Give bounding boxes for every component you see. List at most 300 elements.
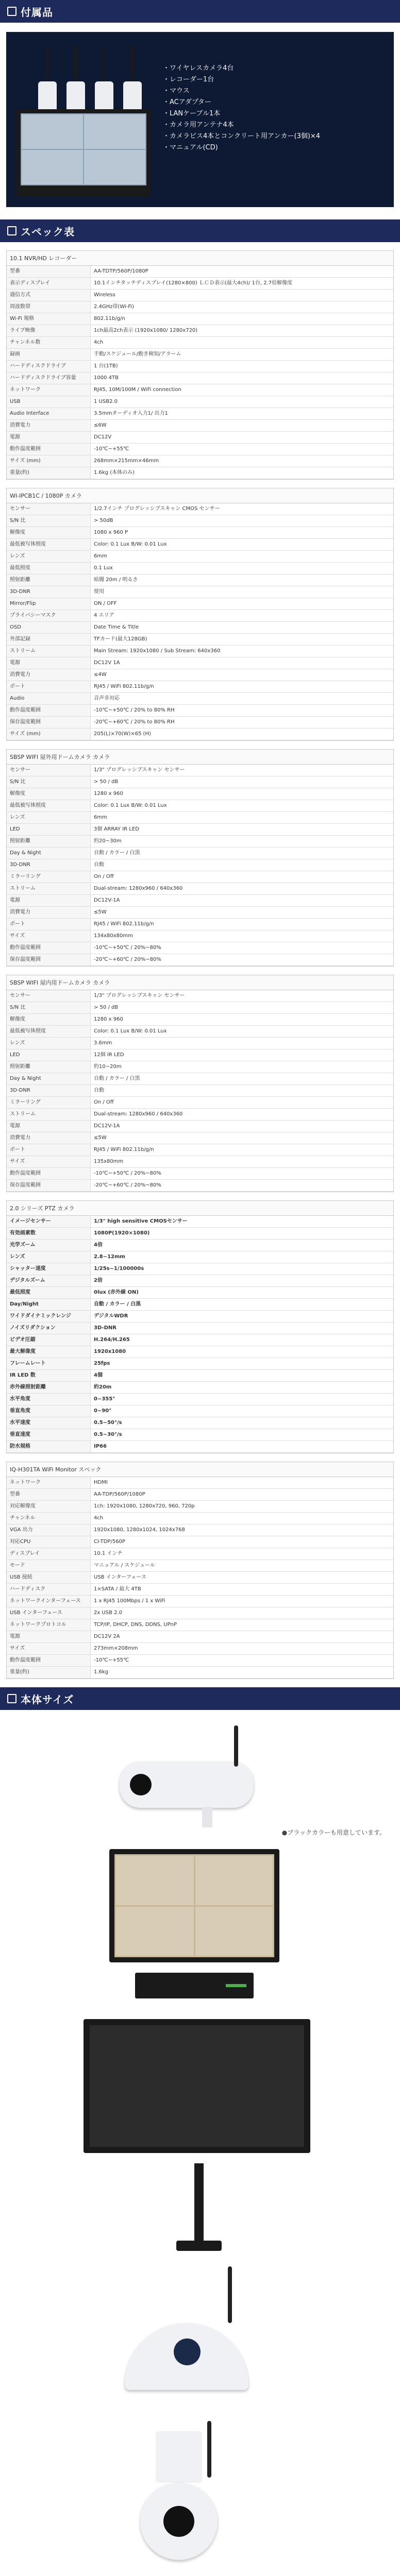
spec-value: ≤5W	[91, 907, 394, 919]
spec-row	[7, 1596, 393, 1607]
spec-row	[7, 1382, 393, 1394]
spec-row	[7, 1061, 393, 1073]
spec-value: 4 エリア	[91, 610, 394, 622]
accessory-item: ・ワイヤレスカメラ4台	[163, 64, 234, 72]
product-images	[6, 1710, 394, 2576]
spec-table-title: 2.0 シリーズ PTZ カメラ	[7, 1201, 393, 1216]
box-icon	[7, 7, 16, 16]
spec-row	[7, 610, 393, 622]
spec-value: 1×SATA / 最大 4TB	[91, 1584, 394, 1596]
spec-row	[7, 444, 393, 455]
spec-value: On / Off	[91, 871, 394, 883]
spec-value: 4ch	[91, 337, 394, 349]
spec-row	[7, 622, 393, 634]
spec-key: センサー	[7, 503, 91, 515]
spec-key: 電源	[7, 1121, 91, 1132]
spec-value: 手動/スケジュール/動き検知/アラーム	[91, 349, 394, 361]
spec-value: 2.8~12mm	[91, 1251, 394, 1263]
spec-row	[7, 1144, 393, 1156]
spec-key: LED	[7, 824, 91, 836]
spec-title: スペック表	[21, 225, 75, 238]
spec-row	[7, 1429, 393, 1441]
spec-row	[7, 1299, 393, 1311]
spec-key: ハードディスクドライブ容量	[7, 372, 91, 384]
spec-value: 1ch最高2ch表示 (1920x1080/ 1280x720)	[91, 325, 394, 337]
spec-value: 1ch: 1920x1080, 1280x720, 960, 720p	[91, 1501, 394, 1513]
spec-row	[7, 634, 393, 646]
accessories-panel	[6, 32, 394, 207]
spec-key: 保存温度範囲	[7, 717, 91, 728]
spec-tables	[0, 242, 400, 1679]
spec-value: > 50 / dB	[91, 776, 394, 788]
spec-value: On / Off	[91, 1097, 394, 1109]
spec-value: 約10~20m	[91, 1061, 394, 1073]
spec-table	[6, 250, 394, 480]
spec-key: 水平角度	[7, 1394, 91, 1405]
spec-value: 0~90°	[91, 1405, 394, 1417]
spec-key: 通信方式	[7, 290, 91, 301]
spec-row	[7, 1049, 393, 1061]
spec-row	[7, 1323, 393, 1334]
spec-key: 保存温度範囲	[7, 1180, 91, 1192]
accessories-header	[0, 0, 400, 23]
spec-key: Day & Night	[7, 848, 91, 859]
spec-key: 解像度	[7, 527, 91, 539]
spec-value: 自動	[91, 859, 394, 871]
spec-key: ノイズリダクション	[7, 1323, 91, 1334]
spec-row	[7, 1132, 393, 1144]
spec-key: 解像度	[7, 788, 91, 800]
spec-value: DC12V	[91, 432, 394, 444]
spec-key: ポート	[7, 681, 91, 693]
spec-key: サイズ (mm)	[7, 455, 91, 467]
spec-key: 対応解像度	[7, 1501, 91, 1513]
spec-key: 型番	[7, 1489, 91, 1501]
spec-key: 最大解像度	[7, 1346, 91, 1358]
spec-key: ネットワーク	[7, 1477, 91, 1489]
spec-value: 802.11b/g/n	[91, 313, 394, 325]
spec-value: 音声非対応	[91, 693, 394, 705]
spec-value: 1 x RJ45 100Mbps / 1 x WiFi	[91, 1596, 394, 1607]
spec-row	[7, 990, 393, 1002]
spec-row	[7, 384, 393, 396]
spec-row	[7, 1097, 393, 1109]
spec-value: DC12V-1A	[91, 895, 394, 907]
spec-key: イメージセンサー	[7, 1216, 91, 1228]
spec-key: 垂直速度	[7, 1429, 91, 1441]
recorder-image	[16, 109, 151, 197]
spec-table-title: SBSP WIFI 屋内用ドームカメラ カメラ	[7, 975, 393, 990]
spec-value: CI-TDP/560P	[91, 1536, 394, 1548]
spec-key: 電源	[7, 432, 91, 444]
spec-table	[6, 1200, 394, 1453]
spec-value: 3個 ARRAY IR LED	[91, 824, 394, 836]
spec-row	[7, 337, 393, 349]
accessory-item: ・カメラビス4本とコンクリート用アンカー(3個)×4	[163, 132, 321, 140]
spec-key: モード	[7, 1560, 91, 1572]
spec-value: 1000 4TB	[91, 372, 394, 384]
spec-row	[7, 1251, 393, 1263]
spec-value: Dual-stream: 1280x960 / 640x360	[91, 1109, 394, 1121]
spec-row	[7, 1655, 393, 1667]
accessories-list	[161, 63, 394, 154]
spec-row	[7, 586, 393, 598]
spec-row	[7, 1560, 393, 1572]
spec-row	[7, 646, 393, 657]
spec-value: 3.5mmオーディオ入力1/ 出力1	[91, 408, 394, 420]
spec-key: OSD	[7, 622, 91, 634]
spec-value: > 50dB	[91, 515, 394, 527]
spec-value: 約20~30m	[91, 836, 394, 848]
spec-key: 動作温度範囲	[7, 1655, 91, 1667]
spec-key: ワイドダイナミックレンジ	[7, 1311, 91, 1323]
spec-value: 4個	[91, 1370, 394, 1382]
accessory-item: ・LANケーブル1本	[163, 110, 221, 117]
spec-value: 2倍	[91, 1275, 394, 1287]
spec-key: 電源	[7, 657, 91, 669]
spec-row	[7, 1275, 393, 1287]
spec-key: Day/Night	[7, 1299, 91, 1311]
spec-key: ビデオ圧縮	[7, 1334, 91, 1346]
spec-key: 電源	[7, 895, 91, 907]
spec-row	[7, 408, 393, 420]
spec-row	[7, 883, 393, 895]
spec-value: ≤4W	[91, 669, 394, 681]
spec-key: IR LED 数	[7, 1370, 91, 1382]
spec-value: 10.1インチタッチディスプレイ(1280×800) ＬＣＤ表示(最大4ch)/ 1台, 2.7倍解像度	[91, 278, 394, 290]
spec-value: 6mm	[91, 812, 394, 824]
spec-row	[7, 266, 393, 278]
spec-row	[7, 1014, 393, 1026]
spec-key: フレームレート	[7, 1358, 91, 1370]
spec-row	[7, 1121, 393, 1132]
spec-row	[7, 1358, 393, 1370]
spec-key: 防水規格	[7, 1441, 91, 1453]
spec-key: レンズ	[7, 1038, 91, 1049]
spec-row	[7, 919, 393, 930]
spec-row	[7, 1572, 393, 1584]
spec-key: 解像度	[7, 1014, 91, 1026]
spec-row	[7, 907, 393, 919]
spec-value: -20℃~+60℃ / 20% to 80% RH	[91, 717, 394, 728]
spec-row	[7, 1489, 393, 1501]
spec-row	[7, 563, 393, 574]
spec-key: ストリーム	[7, 1109, 91, 1121]
spec-row	[7, 1038, 393, 1049]
spec-value: 268mm×215mm×46mm	[91, 455, 394, 467]
spec-value: AA-TDP/560P/1080P	[91, 1489, 394, 1501]
spec-key: チャンネル数	[7, 337, 91, 349]
spec-value: -20℃~+60℃ / 20%~80%	[91, 1180, 394, 1192]
spec-key: センサー	[7, 990, 91, 1002]
spec-value: Main Stream: 1920x1080 / Sub Stream: 640x360	[91, 646, 394, 657]
spec-key: Mirror/Flip	[7, 598, 91, 610]
spec-key: 型番	[7, 266, 91, 278]
spec-row	[7, 788, 393, 800]
spec-row	[7, 1180, 393, 1192]
ptz-camera-image	[6, 2411, 394, 2576]
color-note: ●ブラックカラーも用意しています。	[281, 1829, 386, 1836]
spec-value: 134x80x80mm	[91, 930, 394, 942]
spec-key: 動作温度範囲	[7, 705, 91, 717]
spec-key: 照射距離	[7, 574, 91, 586]
spec-row	[7, 455, 393, 467]
spec-key: S/N 比	[7, 1002, 91, 1014]
spec-key: ストリーム	[7, 883, 91, 895]
spec-value: 1920x1080	[91, 1346, 394, 1358]
spec-table	[6, 749, 394, 967]
spec-key: 録画	[7, 349, 91, 361]
spec-row	[7, 301, 393, 313]
spec-key: 対応CPU	[7, 1536, 91, 1548]
accessory-item: ・マウス	[163, 87, 190, 95]
spec-row	[7, 432, 393, 444]
spec-row	[7, 1501, 393, 1513]
spec-key: 有効画素数	[7, 1228, 91, 1240]
spec-key: シャッター速度	[7, 1263, 91, 1275]
spec-table	[6, 1462, 394, 1679]
spec-row	[7, 598, 393, 610]
accessories-title: 付属品	[21, 6, 53, 19]
spec-key: 消費電力	[7, 420, 91, 432]
spec-table	[6, 488, 394, 741]
spec-key: ライブ映像	[7, 325, 91, 337]
spec-key: ネットワークインターフェース	[7, 1596, 91, 1607]
spec-row	[7, 669, 393, 681]
spec-value: 135x80mm	[91, 1156, 394, 1168]
spec-key: 赤外線照射距離	[7, 1382, 91, 1394]
spec-row	[7, 1524, 393, 1536]
spec-row	[7, 800, 393, 812]
spec-value: 273mm×208mm	[91, 1643, 394, 1655]
spec-value: 1/25s~1/100000s	[91, 1263, 394, 1275]
spec-row	[7, 1513, 393, 1524]
spec-value: 1/3" high sensitive CMOSセンサー	[91, 1216, 394, 1228]
spec-row	[7, 1643, 393, 1655]
monitor-image	[6, 2014, 394, 2256]
spec-value: 自動	[91, 1085, 394, 1097]
spec-key: 動作温度範囲	[7, 1168, 91, 1180]
spec-value: 0.1 Lux	[91, 563, 394, 574]
spec-key: レンズ	[7, 812, 91, 824]
spec-row	[7, 824, 393, 836]
spec-row	[7, 895, 393, 907]
spec-value: USB インターフェース	[91, 1572, 394, 1584]
spec-row	[7, 954, 393, 966]
spec-key: 照射距離	[7, 836, 91, 848]
spec-key: USB インターフェース	[7, 1607, 91, 1619]
spec-key: S/N 比	[7, 776, 91, 788]
spec-row	[7, 1156, 393, 1168]
spec-row	[7, 728, 393, 740]
spec-row	[7, 1370, 393, 1382]
spec-value: DC12V 1A	[91, 657, 394, 669]
spec-value: 6mm	[91, 551, 394, 563]
spec-key: 最低照度	[7, 1287, 91, 1299]
spec-row	[7, 1405, 393, 1417]
document-icon	[7, 226, 16, 235]
spec-key: サイズ	[7, 930, 91, 942]
spec-row	[7, 1263, 393, 1275]
spec-key: USB	[7, 396, 91, 408]
spec-value: DC12V 2A	[91, 1631, 394, 1643]
spec-value: > 50 / dB	[91, 1002, 394, 1014]
spec-row	[7, 372, 393, 384]
spec-value: 1920x1080, 1280x1024, 1024x768	[91, 1524, 394, 1536]
spec-key: ハードディスクドライブ	[7, 361, 91, 372]
spec-value: 3D-DNR	[91, 1323, 394, 1334]
spec-row	[7, 349, 393, 361]
spec-value: 1280 x 960	[91, 788, 394, 800]
spec-key: 保存温度範囲	[7, 954, 91, 966]
spec-table-title: SBSP WIFI 屋外用ドームカメラ カメラ	[7, 750, 393, 765]
spec-key: 3D-DNR	[7, 859, 91, 871]
spec-row	[7, 1346, 393, 1358]
spec-value: デジタルWDR	[91, 1311, 394, 1323]
spec-value: Color: 0.1 Lux B/W: 0.01 Lux	[91, 1026, 394, 1038]
spec-row	[7, 836, 393, 848]
spec-value: 0~355°	[91, 1394, 394, 1405]
spec-header	[0, 219, 400, 242]
dome-camera-image	[6, 2256, 394, 2411]
spec-key: LED	[7, 1049, 91, 1061]
spec-key: VGA 出力	[7, 1524, 91, 1536]
spec-key: 重量(約)	[7, 467, 91, 479]
spec-row	[7, 290, 393, 301]
spec-key: 電源	[7, 1631, 91, 1643]
spec-row	[7, 1548, 393, 1560]
spec-row	[7, 1311, 393, 1323]
spec-key: Day & Night	[7, 1073, 91, 1085]
spec-row	[7, 420, 393, 432]
spec-key: センサー	[7, 765, 91, 776]
spec-value: -10℃~+55℃	[91, 1655, 394, 1667]
spec-value: 0.5~30°/s	[91, 1429, 394, 1441]
spec-key: 光学ズーム	[7, 1240, 91, 1251]
spec-row	[7, 776, 393, 788]
product-title: 本体サイズ	[21, 1693, 74, 1706]
spec-key: USB 接続	[7, 1572, 91, 1584]
spec-row	[7, 1287, 393, 1299]
spec-value: -10℃~+50℃ / 20%~80%	[91, 1168, 394, 1180]
spec-row	[7, 1334, 393, 1346]
spec-value: 1080P(1920×1080)	[91, 1228, 394, 1240]
spec-key: 垂直角度	[7, 1405, 91, 1417]
spec-row	[7, 574, 393, 586]
spec-key: サイズ	[7, 1156, 91, 1168]
spec-value: -10℃~+50℃ / 20%~80%	[91, 942, 394, 954]
spec-key: ネットワーク	[7, 384, 91, 396]
spec-key: 重量(約)	[7, 1667, 91, 1679]
spec-key: ネットワークプロトコル	[7, 1619, 91, 1631]
spec-table-title: WI-IPCB1C / 1080P カメラ	[7, 488, 393, 503]
spec-key: Audio	[7, 693, 91, 705]
spec-row	[7, 539, 393, 551]
spec-row	[7, 930, 393, 942]
spec-row	[7, 1168, 393, 1180]
spec-value: 4ch	[91, 1513, 394, 1524]
spec-key: 3D-DNR	[7, 586, 91, 598]
spec-value: 1.6kg (本体のみ)	[91, 467, 394, 479]
spec-row	[7, 1085, 393, 1097]
spec-value: ON / OFF	[91, 598, 394, 610]
spec-table-title: IQ-H301TA WiFi Monitor スペック	[7, 1462, 393, 1477]
spec-key: ミラーリング	[7, 1097, 91, 1109]
spec-key: 消費電力	[7, 669, 91, 681]
spec-value: 約20m	[91, 1382, 394, 1394]
spec-value: Wireless	[91, 290, 394, 301]
spec-value: 0lux (赤外線 ON)	[91, 1287, 394, 1299]
spec-value: HDMI	[91, 1477, 394, 1489]
spec-key: 最低被写体照度	[7, 539, 91, 551]
spec-value: RJ45 / WiFi 802.11b/g/n	[91, 681, 394, 693]
spec-row	[7, 1631, 393, 1643]
spec-value: Dual-stream: 1280x960 / 640x360	[91, 883, 394, 895]
spec-key: 外部記録	[7, 634, 91, 646]
spec-value: RJ45 / WiFi 802.11b/g/n	[91, 919, 394, 930]
spec-key: ミラーリング	[7, 871, 91, 883]
spec-row	[7, 871, 393, 883]
spec-value: TFカード(最大128GB)	[91, 634, 394, 646]
spec-key: サイズ (mm)	[7, 728, 91, 740]
spec-value: Date Time & Title	[91, 622, 394, 634]
spec-value: 1 台(1TB)	[91, 361, 394, 372]
accessory-item: ・マニュアル(CD)	[163, 144, 218, 151]
spec-row	[7, 361, 393, 372]
bullet-camera-image	[6, 1710, 394, 1844]
spec-value: H.264/H.265	[91, 1334, 394, 1346]
spec-value: 0.5~50°/s	[91, 1417, 394, 1429]
spec-key: Wi-Fi 規格	[7, 313, 91, 325]
spec-row	[7, 1394, 393, 1405]
spec-value: 1 USB2.0	[91, 396, 394, 408]
spec-value: TCP/IP, DHCP, DNS, DDNS, UPnP	[91, 1619, 394, 1631]
spec-value: -20℃~+60℃ / 20%~80%	[91, 954, 394, 966]
spec-key: Audio Interface	[7, 408, 91, 420]
spec-key: 最低被写体照度	[7, 800, 91, 812]
spec-row	[7, 396, 393, 408]
accessory-item: ・ACアダプター	[163, 98, 211, 106]
spec-key: 最低照度	[7, 563, 91, 574]
spec-key: ハードディスク	[7, 1584, 91, 1596]
spec-row	[7, 1584, 393, 1596]
spec-row	[7, 1441, 393, 1453]
spec-key: サイズ	[7, 1643, 91, 1655]
spec-key: 消費電力	[7, 907, 91, 919]
spec-table	[6, 975, 394, 1192]
spec-row	[7, 765, 393, 776]
spec-value: 自動 / カラー / 白黒	[91, 1073, 394, 1085]
spec-key: 表示ディスプレイ	[7, 278, 91, 290]
spec-row	[7, 705, 393, 717]
spec-key: レンズ	[7, 1251, 91, 1263]
spec-key: ディスプレイ	[7, 1548, 91, 1560]
spec-key: デジタルズーム	[7, 1275, 91, 1287]
spec-value: 1/3" プログレッシブスキャン センサー	[91, 990, 394, 1002]
spec-row	[7, 325, 393, 337]
spec-row	[7, 467, 393, 479]
spec-row	[7, 942, 393, 954]
spec-row	[7, 1216, 393, 1228]
spec-row	[7, 859, 393, 871]
spec-value: Color: 0.1 Lux B/W: 0.01 Lux	[91, 539, 394, 551]
spec-row	[7, 278, 393, 290]
spec-value: -10℃~+50℃ / 20% to 80% RH	[91, 705, 394, 717]
spec-value: IP66	[91, 1441, 394, 1453]
spec-row	[7, 693, 393, 705]
spec-value: マニュアル / スケジュール	[91, 1560, 394, 1572]
spec-key: 最低被写体照度	[7, 1026, 91, 1038]
